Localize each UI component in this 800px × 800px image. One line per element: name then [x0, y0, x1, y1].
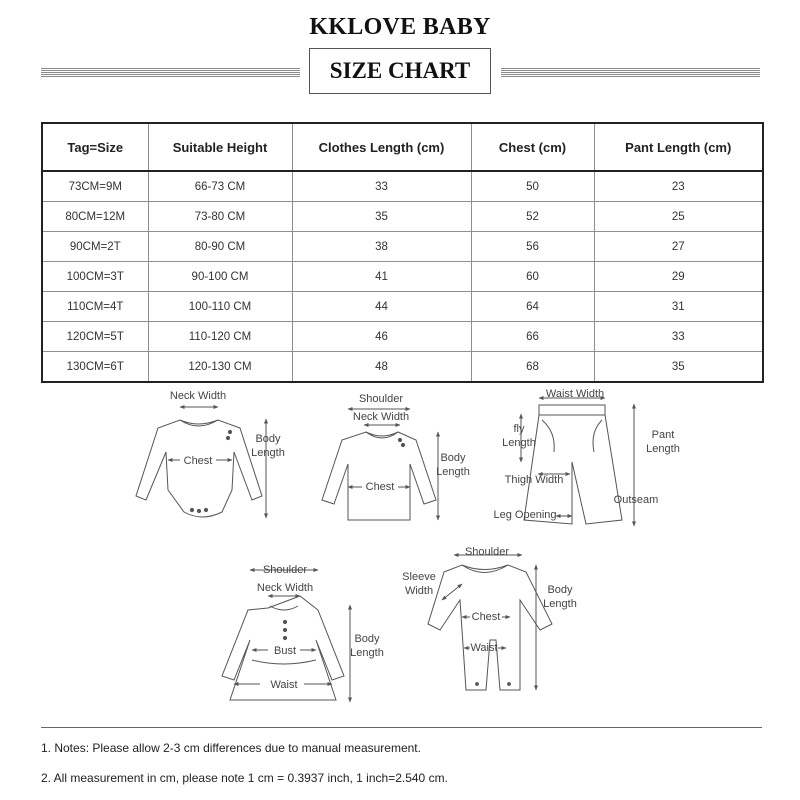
table-cell: 56 [471, 232, 594, 262]
table-cell: 48 [292, 352, 471, 383]
table-cell: 73CM=9M [42, 171, 148, 202]
romper-body-length-label: Length [543, 598, 577, 610]
table-cell: 29 [594, 262, 763, 292]
table-cell: 64 [471, 292, 594, 322]
table-cell: 100CM=3T [42, 262, 148, 292]
table-cell: 73-80 CM [148, 202, 292, 232]
table-cell: 52 [471, 202, 594, 232]
pants-fly-length-label: Length [502, 437, 536, 449]
dress-body-length-label: Body [354, 633, 380, 645]
table-cell: 33 [292, 171, 471, 202]
table-cell: 110-120 CM [148, 322, 292, 352]
table-cell: 90-100 CM [148, 262, 292, 292]
table-cell: 80CM=12M [42, 202, 148, 232]
size-chart-title-text: SIZE CHART [329, 58, 471, 83]
table-cell: 66-73 CM [148, 171, 292, 202]
bodysuit-chest-label: Chest [183, 455, 213, 467]
romper-waist-label: Waist [470, 642, 498, 654]
sweater-body-length-label: Body [440, 452, 466, 464]
bodysuit-body-length-label: Length [251, 447, 285, 459]
sweater-neck-width-label: Neck Width [352, 411, 410, 423]
table-cell: 35 [594, 352, 763, 383]
note-item: 2. All measurement in cm, please note 1 cm = 0.3937 inch, 1 inch=2.540 cm. [41, 771, 448, 785]
table-cell: 66 [471, 322, 594, 352]
table-cell: 130CM=6T [42, 352, 148, 383]
table-cell: 80-90 CM [148, 232, 292, 262]
pants-pant-length-label: Length [646, 443, 680, 455]
dress-waist-label: Waist [270, 679, 298, 691]
column-header: Suitable Height [148, 123, 292, 171]
pants-thigh-width-label: Thigh Width [504, 474, 564, 486]
bodysuit-neck-width-label: Neck Width [169, 390, 227, 402]
table-cell: 120-130 CM [148, 352, 292, 383]
table-cell: 68 [471, 352, 594, 383]
table-cell: 90CM=2T [42, 232, 148, 262]
romper-shoulder-label: Shoulder [464, 546, 510, 558]
table-cell: 41 [292, 262, 471, 292]
sweater-diagram [322, 409, 438, 520]
table-cell: 44 [292, 292, 471, 322]
dress-neck-width-label: Neck Width [256, 582, 314, 594]
pants-waist-width-label: Waist Width [545, 388, 605, 400]
bodysuit-body-length-label: Body [255, 433, 281, 445]
romper-sleeve-width-label: Width [404, 585, 434, 597]
sweater-body-length-label: Length [436, 466, 470, 478]
table-cell: 23 [594, 171, 763, 202]
table-cell: 31 [594, 292, 763, 322]
pants-leg-opening-label: Leg Opening [493, 509, 557, 521]
pants-pant-length-label: Pant [651, 429, 675, 441]
column-header: Pant Length (cm) [594, 123, 763, 171]
table-cell: 60 [471, 262, 594, 292]
sweater-shoulder-label: Shoulder [358, 393, 404, 405]
table-cell: 110CM=4T [42, 292, 148, 322]
note-item: 1. Notes: Please allow 2-3 cm differences due to manual measurement. [41, 741, 421, 755]
notes-divider [41, 727, 762, 728]
sweater-chest-label: Chest [365, 481, 395, 493]
table-cell: 27 [594, 232, 763, 262]
pants-fly-length-label: fly [513, 423, 525, 435]
table-cell: 33 [594, 322, 763, 352]
dress-body-length-label: Length [350, 647, 384, 659]
pants-outseam-label: Outseam [613, 494, 659, 506]
table-cell: 38 [292, 232, 471, 262]
table-cell: 46 [292, 322, 471, 352]
table-cell: 120CM=5T [42, 322, 148, 352]
column-header: Tag=Size [42, 123, 148, 171]
brand-title: KKLOVE BABY [309, 14, 491, 40]
pants-diagram [521, 398, 634, 526]
dress-bust-label: Bust [273, 645, 297, 657]
dress-shoulder-label: Shoulder [262, 564, 308, 576]
romper-body-length-label: Body [547, 584, 573, 596]
table-cell: 100-110 CM [148, 292, 292, 322]
romper-chest-label: Chest [471, 611, 501, 623]
table-cell: 50 [471, 171, 594, 202]
table-cell: 35 [292, 202, 471, 232]
romper-sleeve-width-label: Sleeve [402, 571, 436, 583]
table-cell: 25 [594, 202, 763, 232]
column-header: Chest (cm) [471, 123, 594, 171]
column-header: Clothes Length (cm) [292, 123, 471, 171]
